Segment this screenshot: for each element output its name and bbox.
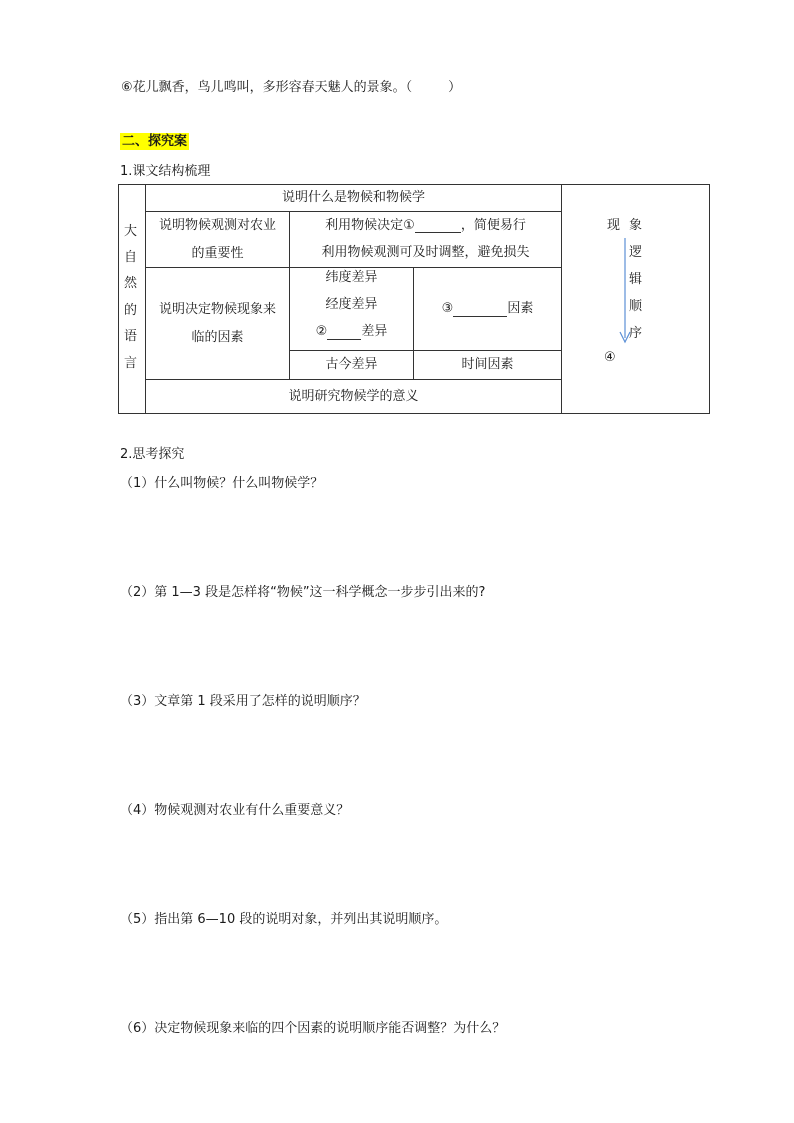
row1-label-line: 的重要性 [191, 245, 244, 261]
row2-label [146, 268, 289, 379]
section-heading [120, 130, 189, 149]
section-heading-text: 二、探究案 [122, 134, 188, 149]
row2-label-line: 说明决定物候现象来 [158, 301, 276, 317]
vertical-char: 的 [124, 303, 138, 318]
vertical-char: 自 [124, 250, 138, 265]
question-item: （3）文章第 1 段采用了怎样的说明顺序？ [120, 694, 366, 709]
row1-label-line: 说明物候观测对农业 [158, 217, 276, 233]
logic-marker: ④ [604, 350, 616, 365]
logic-char: 现 [607, 218, 621, 233]
logic-char: 辑 [629, 272, 643, 287]
subsection-thinking: 2.思考探究 [120, 447, 185, 462]
factor-blank-2-prefix: ② [315, 324, 328, 339]
factor-longitude: 经度差异 [325, 297, 378, 312]
vertical-char: 大 [124, 224, 138, 239]
row1-label [146, 212, 289, 267]
row2-label-line: 临的因素 [191, 329, 244, 345]
logic-char: 序 [629, 326, 643, 341]
logic-char: 象 [629, 218, 643, 233]
factor-latitude: 纬度差异 [325, 270, 378, 285]
factor-blank-2-suffix: 差异 [361, 324, 388, 339]
blank-3[interactable] [453, 302, 507, 317]
factor-space-suffix: 因素 [507, 301, 534, 316]
blank-1[interactable] [415, 218, 461, 233]
row1-item-b: 利用物候观测可及时调整，避免损失 [321, 245, 530, 260]
factor-space [414, 268, 561, 350]
intro-item [121, 76, 461, 95]
row1-item-a-suffix: ，简便易行 [460, 217, 526, 233]
factor-blank-2 [290, 318, 413, 346]
down-arrow-icon [619, 238, 631, 346]
factor-ancient-modern: 古今差异 [325, 357, 378, 372]
table-top-header: 说明什么是物候和物候学 [281, 190, 425, 205]
question-item: （2）第 1—3 段是怎样将“物候”这一科学概念一步步引出来的? [120, 585, 486, 600]
factor-time: 时间因素 [461, 357, 514, 372]
logic-char: 逻 [629, 245, 643, 260]
vertical-char: 言 [124, 356, 138, 371]
question-item: （5）指出第 6—10 段的说明对象，并列出其说明顺序。 [120, 912, 448, 927]
question-item: （4）物候观测对农业有什么重要意义？ [120, 803, 350, 818]
factor-space-prefix: ③ [441, 301, 454, 316]
subsection-structure: 1.课文结构梳理 [120, 164, 211, 179]
table-bottom-row: 说明研究物候学的意义 [288, 388, 419, 404]
question-item: （6）决定物候现象来临的四个因素的说明顺序能否调整？为什么？ [120, 1021, 506, 1036]
row1-item-a-prefix: 利用物候决定① [325, 217, 415, 233]
row1-item-a [290, 212, 561, 239]
vertical-char: 语 [124, 329, 138, 344]
blank-2[interactable] [327, 325, 361, 340]
question-item: （1）什么叫物候？什么叫物候学？ [120, 476, 324, 491]
intro-item-text: ⑥花儿飘香，鸟儿鸣叫，多形容春天魅人的景象。（ [121, 80, 413, 95]
intro-item-close: ） [448, 80, 462, 95]
logic-char: 顺 [629, 299, 643, 314]
vertical-char: 然 [124, 276, 138, 291]
